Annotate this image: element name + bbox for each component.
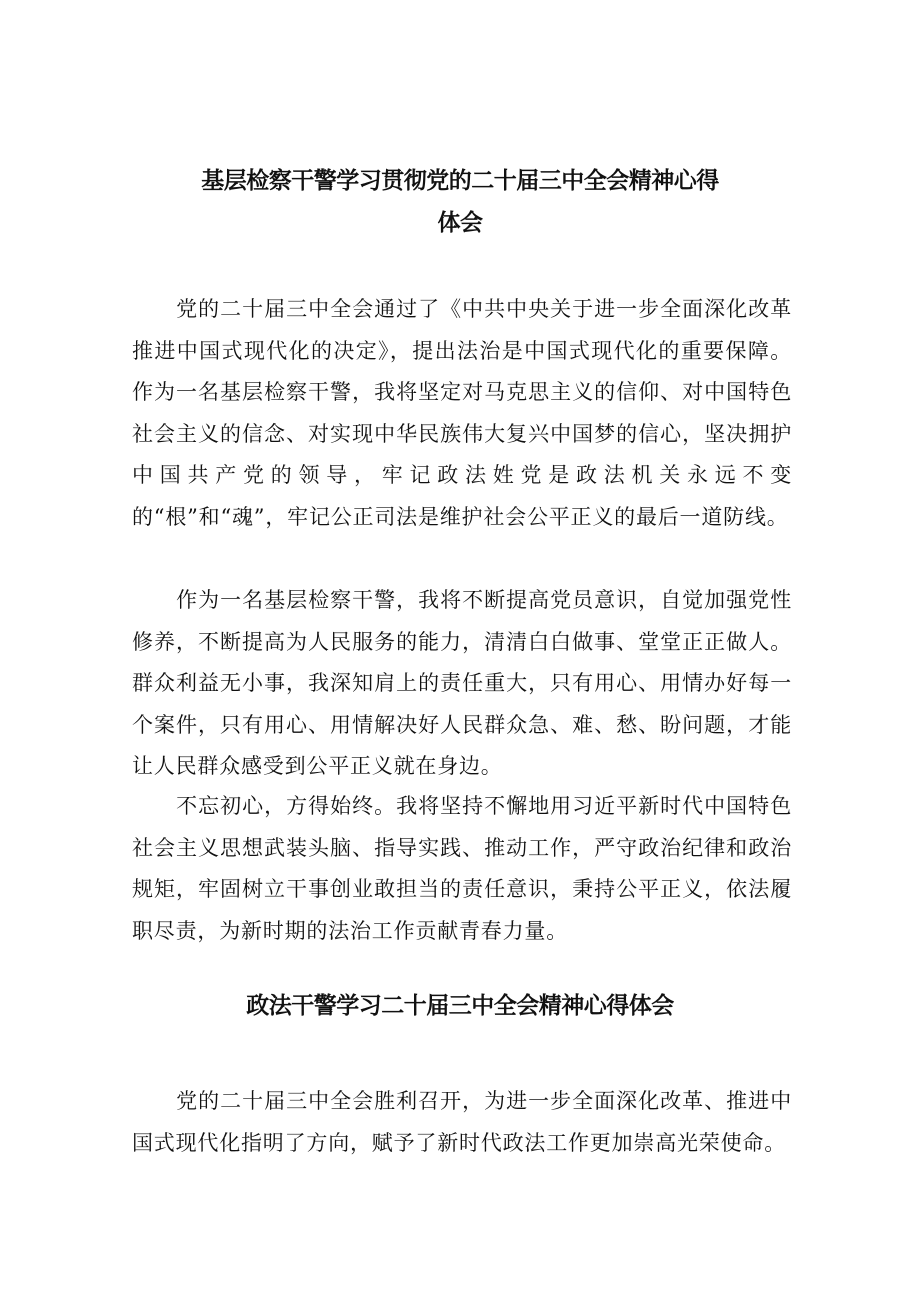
article-1-paragraph-1: 党的二十届三中全会通过了《中共中央关于进一步全面深化改革推进中国式现代化的决定》，提出法治是中国式现代化的重要保障。作为一名基层检察干警，我将坚定对马克思主义的信仰、对中国特色社会主义的信念、对实现中华民族伟大复兴中国梦的信心，坚决拥护中国共产党的领导，牢记政法姓党是政法机关永远不变的“根”和“魂”，牢记公正司法是维护社会公平正义的最后一道防线。 [132, 297, 792, 529]
article-title-1-line-1: 基层检察干警学习贯彻党的二十届三中全会精神心得 [201, 168, 719, 194]
article-title-1-line-2: 体会 [437, 210, 483, 236]
article-title-1 [130, 160, 790, 244]
article-title-2: 政法干警学习二十届三中全会精神心得体会 [246, 993, 674, 1019]
article-1-paragraph-3: 不忘初心，方得始终。我将坚持不懈地用习近平新时代中国特色社会主义思想武装头脑、指导实践、推动工作，严守政治纪律和政治规矩，牢固树立干事创业敢担当的责任意识，秉持公平正义，依法履职尽责，为新时期的法治工作贡献青春力量。 [132, 794, 792, 943]
article-1-paragraph-2: 作为一名基层检察干警，我将不断提高党员意识，自觉加强党性修养，不断提高为人民服务的能力，清清白白做事、堂堂正正做人。群众利益无小事，我深知肩上的责任重大，只有用心、用情办好每一个案件，只有用心、用情解决好人民群众急、难、愁、盼问题，才能让人民群众感受到公平正义就在身边。 [132, 588, 792, 778]
article-2-paragraph-1: 党的二十届三中全会胜利召开，为进一步全面深化改革、推进中国式现代化指明了方向，赋予了新时代政法工作更加崇高光荣使命。 [132, 1089, 792, 1155]
